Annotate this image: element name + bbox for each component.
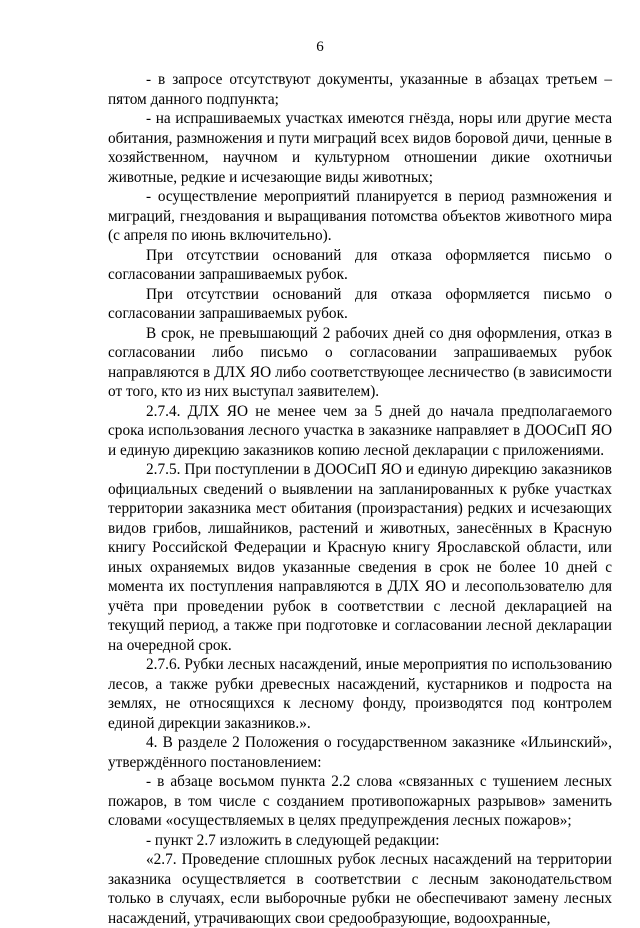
paragraph: - пункт 2.7 изложить в следующей редакции: bbox=[146, 831, 440, 849]
paragraph: При отсутствии оснований для отказа оформляется письмо о согласовании запрашиваемых рубок. bbox=[108, 285, 612, 322]
paragraph: 4. В разделе 2 Положения о государственном заказнике «Ильинский», утверждённого постановлением: bbox=[108, 734, 612, 771]
paragraph: 2.7.6. Рубки лесных насаждений, иные мероприятия по использованию лесов, а также рубки древесных насаждений, кустарников и подроста на землях, не относящихся к лесному фонду, производятся под контролем единой дирекции заказников.». bbox=[108, 656, 612, 732]
paragraph: - в абзаце восьмом пункта 2.2 слова «связанных с тушением лесных пожаров, в том числе с созданием противопожарных разрывов» заменить словами «осуществляемых в целях предупреждения лесных пожаров»; bbox=[108, 773, 612, 829]
paragraph: При отсутствии оснований для отказа оформляется письмо о согласовании запрашиваемых рубок. bbox=[108, 246, 612, 283]
document-body bbox=[108, 70, 612, 928]
paragraph: - в запросе отсутствуют документы, указанные в абзацах третьем – пятом данного подпункта; bbox=[108, 71, 612, 108]
paragraph: В срок, не превышающий 2 рабочих дней со дня оформления, отказ в согласовании либо письмо о согласовании запрашиваемых рубок направляются в ДЛХ ЯО либо соответствующее лесничество (в зависимости от того, кто из них выступал заявителем). bbox=[108, 324, 612, 400]
paragraph: 2.7.4. ДЛХ ЯО не менее чем за 5 дней до начала предполагаемого срока использования лесного участка в заказнике направляет в ДООСиП ЯО и единую дирекцию заказников копию лесной декларации с приложениями. bbox=[108, 402, 612, 459]
paragraph: «2.7. Проведение сплошных рубок лесных насаждений на территории заказника осуществляется в соответствии с лесным законодательством только в случаях, если выборочные рубки не обеспечивают замену лесных насаждений, утрачивающих свои средообразующие, водоохранные, bbox=[108, 851, 612, 927]
paragraph: 2.7.5. При поступлении в ДООСиП ЯО и единую дирекцию заказников официальных сведений о выявлении на запланированных к рубке участках территории заказника мест обитания (произрастания) редких и исчезающих видов грибов, лишайников, растений и животных, занесённых в Красную книгу Российской Федерации и Красную книгу Ярославской области, или иных охраняемых видов указанные сведения в срок не более 10 дней с момента их поступления направляются в ДЛХ ЯО и лесопользователю для учёта при проведении рубок в соответствии с лесной декларацией на текущий период, а также при подготовке и согласовании лесной декларации на очередной срок. bbox=[108, 461, 612, 654]
page-number: 6 bbox=[316, 39, 324, 55]
paragraph: - на испрашиваемых участках имеются гнёзда, норы или другие места обитания, размножения и пути миграций всех видов боровой дичи, ценные в хозяйственном, научном и культурном отношении дикие охотничьи животные, редкие и исчезающие виды животных; bbox=[108, 110, 612, 186]
paragraph: - осуществление мероприятий планируется в период размножения и миграций, гнездования и выращивания потомства объектов животного мира (с апреля по июнь включительно). bbox=[108, 188, 612, 244]
